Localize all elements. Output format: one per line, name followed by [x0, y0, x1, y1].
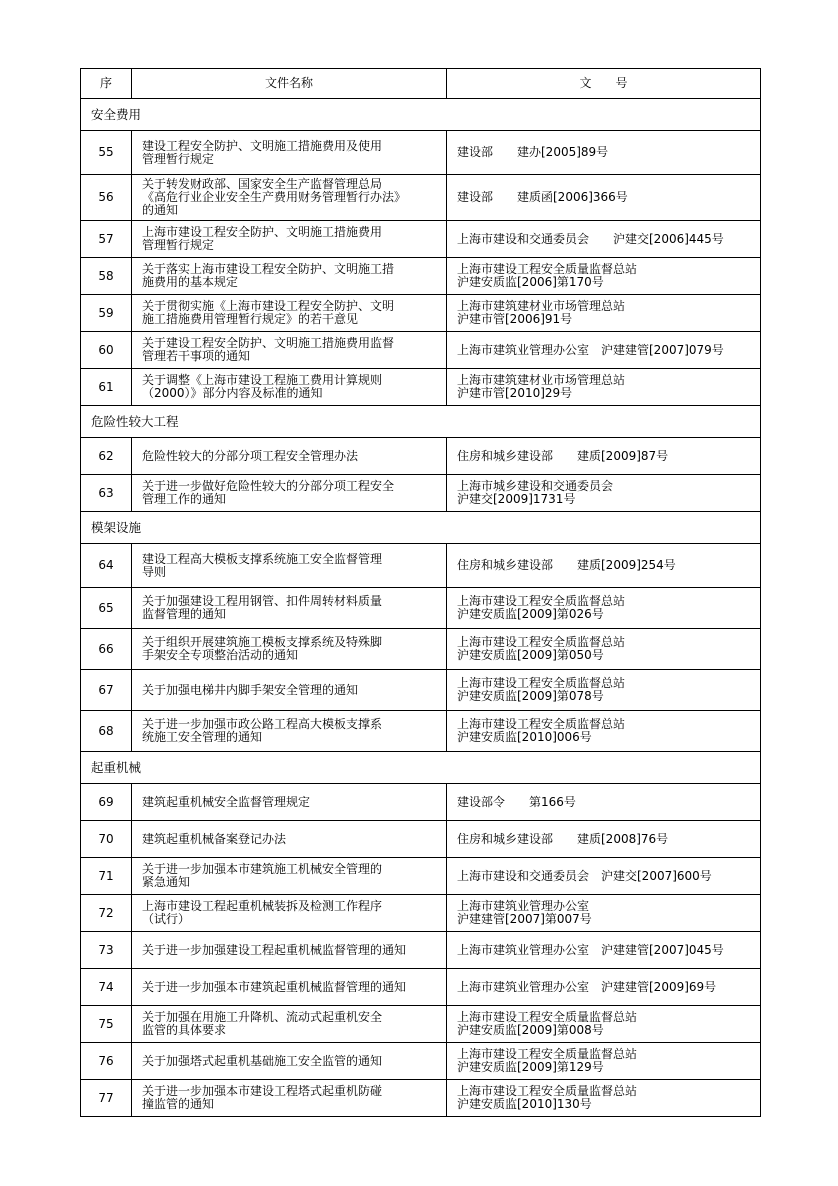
table-row	[81, 784, 761, 821]
document-number: 上海市建设和交通委员会 沪建交[2007]600号	[447, 858, 761, 895]
row-number: 61	[81, 369, 132, 406]
section-title: 起重机械	[81, 752, 761, 784]
document-name: 建设工程高大模板支撑系统施工安全监督管理 导则	[132, 544, 447, 588]
document-number: 上海市建设和交通委员会 沪建交[2006]445号	[447, 221, 761, 258]
table-row	[81, 1043, 761, 1080]
document-number: 建设部令 第166号	[447, 784, 761, 821]
row-number: 65	[81, 588, 132, 629]
document-number: 住房和城乡建设部 建质[2008]76号	[447, 821, 761, 858]
document-number: 上海市建筑业管理办公室 沪建建管[2009]69号	[447, 969, 761, 1006]
document-number: 上海市建设工程安全质监督总站 沪建安质监[2009]第050号	[447, 629, 761, 670]
document-name: 关于进一步加强本市建筑施工机械安全管理的 紧急通知	[132, 858, 447, 895]
document-name: 建筑起重机械安全监督管理规定	[132, 784, 447, 821]
document-name: 关于进一步加强本市建筑起重机械监督管理的通知	[132, 969, 447, 1006]
document-name: 关于建设工程安全防护、文明施工措施费用监督 管理若干事项的通知	[132, 332, 447, 369]
table-row	[81, 711, 761, 752]
document-name: 上海市建设工程起重机械装拆及检测工作程序 （试行）	[132, 895, 447, 932]
document-name: 关于加强在用施工升降机、流动式起重机安全 监管的具体要求	[132, 1006, 447, 1043]
document-name: 关于贯彻实施《上海市建设工程安全防护、文明 施工措施费用管理暂行规定》的若干意见	[132, 295, 447, 332]
document-number: 上海市建筑业管理办公室 沪建建管[2007]079号	[447, 332, 761, 369]
row-number: 57	[81, 221, 132, 258]
row-number: 74	[81, 969, 132, 1006]
document-number: 上海市建设工程安全质量监督总站 沪建安质监[2010]130号	[447, 1080, 761, 1117]
table-row	[81, 1080, 761, 1117]
document-number: 上海市建筑建材业市场管理总站 沪建市管[2006]91号	[447, 295, 761, 332]
document-number: 建设部 建办[2005]89号	[447, 131, 761, 175]
table-row	[81, 438, 761, 475]
document-name: 关于加强建设工程用钢管、扣件周转材料质量 监督管理的通知	[132, 588, 447, 629]
header-row	[81, 69, 761, 99]
document-name: 上海市建设工程安全防护、文明施工措施费用 管理暂行规定	[132, 221, 447, 258]
document-name: 关于进一步加强本市建设工程塔式起重机防碰 撞监管的通知	[132, 1080, 447, 1117]
row-number: 66	[81, 629, 132, 670]
row-number: 69	[81, 784, 132, 821]
document-number: 上海市建设工程安全质监督总站 沪建安质监[2009]第026号	[447, 588, 761, 629]
document-number: 住房和城乡建设部 建质[2009]254号	[447, 544, 761, 588]
document-name: 关于落实上海市建设工程安全防护、文明施工措 施费用的基本规定	[132, 258, 447, 295]
section-title: 危险性较大工程	[81, 406, 761, 438]
table-row	[81, 895, 761, 932]
row-number: 60	[81, 332, 132, 369]
table-row	[81, 175, 761, 221]
section-title: 模架设施	[81, 512, 761, 544]
row-number: 56	[81, 175, 132, 221]
document-name: 关于进一步加强建设工程起重机械监督管理的通知	[132, 932, 447, 969]
row-number: 73	[81, 932, 132, 969]
document-name: 关于进一步做好危险性较大的分部分项工程安全 管理工作的通知	[132, 475, 447, 512]
table-row	[81, 629, 761, 670]
document-name: 关于调整《上海市建设工程施工费用计算规则 （2000）》部分内容及标准的通知	[132, 369, 447, 406]
table-row	[81, 1006, 761, 1043]
table-row	[81, 588, 761, 629]
row-number: 76	[81, 1043, 132, 1080]
table-row	[81, 221, 761, 258]
header-doc-no: 文 号	[447, 69, 761, 99]
document-name: 关于组织开展建筑施工模板支撑系统及特殊脚 手架安全专项整治活动的通知	[132, 629, 447, 670]
row-number: 62	[81, 438, 132, 475]
table-row	[81, 670, 761, 711]
document-number: 上海市建设工程安全质量监督总站 沪建安质监[2009]第008号	[447, 1006, 761, 1043]
document-name: 关于进一步加强市政公路工程高大模板支撑系 统施工安全管理的通知	[132, 711, 447, 752]
document-name: 关于加强塔式起重机基础施工安全监管的通知	[132, 1043, 447, 1080]
table-row	[81, 932, 761, 969]
row-number: 58	[81, 258, 132, 295]
header-seq: 序	[81, 69, 132, 99]
table-row	[81, 332, 761, 369]
table-row	[81, 969, 761, 1006]
document-number: 建设部 建质函[2006]366号	[447, 175, 761, 221]
document-number: 上海市建设工程安全质量监督总站 沪建安质监[2009]第129号	[447, 1043, 761, 1080]
document-name: 关于加强电梯井内脚手架安全管理的通知	[132, 670, 447, 711]
table-row	[81, 858, 761, 895]
table-row	[81, 475, 761, 512]
row-number: 72	[81, 895, 132, 932]
section-row	[81, 512, 761, 544]
document-name: 建设工程安全防护、文明施工措施费用及使用 管理暂行规定	[132, 131, 447, 175]
section-row	[81, 99, 761, 131]
document-name: 建筑起重机械备案登记办法	[132, 821, 447, 858]
document-number: 上海市建筑业管理办公室 沪建建管[2007]第007号	[447, 895, 761, 932]
table-row	[81, 821, 761, 858]
document-number: 上海市建筑建材业市场管理总站 沪建市管[2010]29号	[447, 369, 761, 406]
row-number: 68	[81, 711, 132, 752]
row-number: 64	[81, 544, 132, 588]
row-number: 75	[81, 1006, 132, 1043]
document-number: 上海市建设工程安全质监督总站 沪建安质监[2009]第078号	[447, 670, 761, 711]
document-number: 上海市城乡建设和交通委员会 沪建交[2009]1731号	[447, 475, 761, 512]
document-name: 危险性较大的分部分项工程安全管理办法	[132, 438, 447, 475]
section-title: 安全费用	[81, 99, 761, 131]
table-row	[81, 131, 761, 175]
row-number: 59	[81, 295, 132, 332]
section-row	[81, 752, 761, 784]
row-number: 77	[81, 1080, 132, 1117]
row-number: 71	[81, 858, 132, 895]
row-number: 63	[81, 475, 132, 512]
row-number: 55	[81, 131, 132, 175]
table-row	[81, 258, 761, 295]
row-number: 70	[81, 821, 132, 858]
row-number: 67	[81, 670, 132, 711]
document-number: 上海市建筑业管理办公室 沪建建管[2007]045号	[447, 932, 761, 969]
section-row	[81, 406, 761, 438]
document-number: 上海市建设工程安全质量监督总站 沪建安质监[2006]第170号	[447, 258, 761, 295]
table-row	[81, 369, 761, 406]
table-row	[81, 544, 761, 588]
table-row	[81, 295, 761, 332]
document-table	[80, 68, 761, 1117]
header-name: 文件名称	[132, 69, 447, 99]
document-name: 关于转发财政部、国家安全生产监督管理总局 《高危行业企业安全生产费用财务管理暂行办法》 的通知	[132, 175, 447, 221]
document-number: 上海市建设工程安全质监督总站 沪建安质监[2010]006号	[447, 711, 761, 752]
document-number: 住房和城乡建设部 建质[2009]87号	[447, 438, 761, 475]
